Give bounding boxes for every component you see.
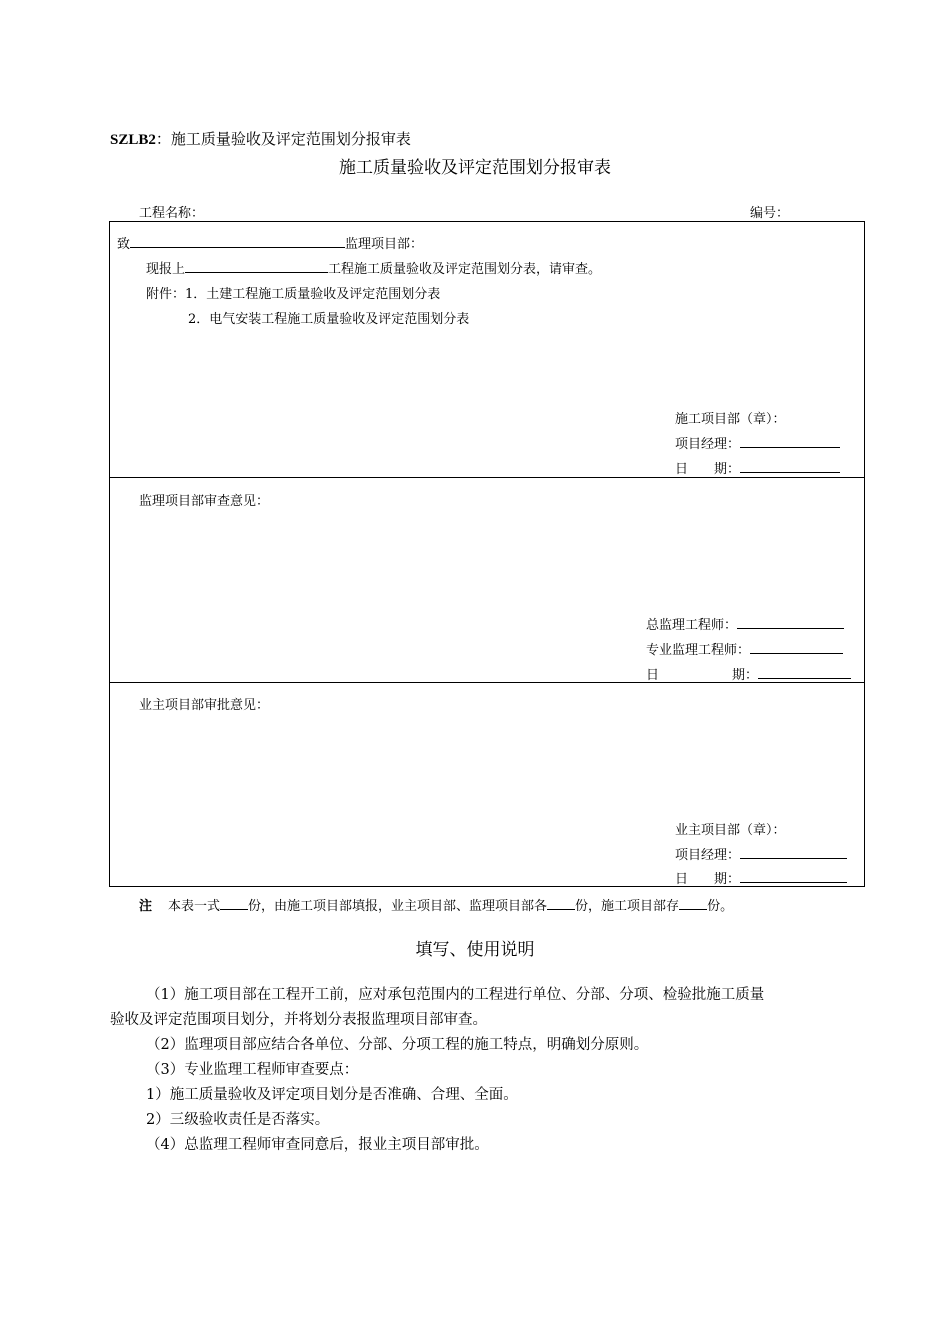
guide-item-3-1: 1）施工质量验收及评定项目划分是否准确、合理、全面。: [146, 1087, 518, 1103]
note-copies-each-blank[interactable]: [547, 897, 575, 910]
chief-engineer-blank[interactable]: [737, 616, 844, 629]
form-code: [110, 128, 411, 149]
construction-manager-blank[interactable]: [740, 435, 840, 448]
construction-manager-label: 项目经理：: [675, 437, 741, 452]
report-line: [146, 258, 601, 277]
project-name-label: 工程名称：: [139, 206, 205, 221]
supervision-opinion-label: 监理项目部审查意见：: [139, 494, 270, 509]
addressee-suffix: 监理项目部：: [345, 237, 424, 252]
attachment-2: 2．电气安装工程施工质量验收及评定范围划分表: [188, 312, 470, 327]
note-copies-kept-blank[interactable]: [679, 897, 707, 910]
note-part-3: 份，施工项目部存: [575, 899, 680, 914]
chief-engineer-label: 总监理工程师：: [646, 618, 738, 633]
note-line: [139, 895, 733, 914]
guide-item-1a: （1）施工项目部在工程开工前，应对承包范围内的工程进行单位、分部、分项、检验批施工质量: [146, 987, 765, 1003]
guide-title: 填写、使用说明: [415, 940, 535, 960]
construction-date-blank[interactable]: [740, 460, 840, 473]
report-project-blank[interactable]: [185, 260, 328, 273]
addressee-line: [117, 233, 423, 252]
supervision-date-left: 日: [646, 668, 660, 683]
attachments-label: 附件：: [146, 287, 186, 302]
attachments-line: [146, 283, 440, 302]
specialist-engineer-line: [646, 639, 843, 658]
guide-item-2: （2）监理项目部应结合各单位、分部、分项工程的施工特点，明确划分原则。: [146, 1037, 649, 1053]
owner-manager-blank[interactable]: [740, 846, 847, 859]
note-label: 注: [139, 899, 153, 914]
supervision-date-line: [732, 664, 851, 683]
form-code-title: ：施工质量验收及评定范围划分报审表: [155, 130, 411, 148]
owner-date-blank[interactable]: [740, 870, 847, 883]
owner-date-line: [675, 868, 847, 887]
chief-engineer-line: [646, 614, 844, 633]
supervision-date-label: 期：: [732, 668, 759, 683]
specialist-engineer-blank[interactable]: [750, 641, 843, 654]
section-divider-1: [109, 477, 865, 478]
construction-manager-line: [675, 433, 840, 452]
construction-date-label: 日 期：: [675, 462, 741, 477]
note-part-4: 份。: [707, 899, 734, 914]
construction-date-line: [675, 458, 840, 477]
report-suffix: 工程施工质量验收及评定范围划分表，请审查。: [328, 262, 602, 277]
number-label: 编号：: [750, 206, 790, 221]
report-prefix: 现报上: [146, 262, 186, 277]
guide-item-3: （3）专业监理工程师审查要点：: [146, 1062, 359, 1078]
addressee-blank[interactable]: [130, 235, 345, 248]
specialist-engineer-label: 专业监理工程师：: [646, 643, 751, 658]
owner-dept-seal: 业主项目部（章）：: [675, 823, 786, 838]
owner-opinion-label: 业主项目部审批意见：: [139, 698, 270, 713]
guide-item-4: （4）总监理工程师审查同意后，报业主项目部审批。: [146, 1137, 489, 1153]
owner-manager-line: [675, 844, 847, 863]
form-code-id: SZLB2: [110, 132, 156, 148]
note-copies-total-blank[interactable]: [220, 897, 248, 910]
owner-date-label: 日 期：: [675, 872, 741, 887]
page-title: 施工质量验收及评定范围划分报审表: [339, 158, 611, 178]
note-part-2: 份，由施工项目部填报，业主项目部、监理项目部各: [248, 899, 548, 914]
attachment-1: 1．土建工程施工质量验收及评定范围划分表: [185, 287, 441, 302]
owner-manager-label: 项目经理：: [675, 848, 741, 863]
note-part-1: 本表一式: [168, 899, 221, 914]
guide-item-3-2: 2）三级验收责任是否落实。: [146, 1112, 330, 1128]
guide-item-1b: 验收及评定范围项目划分，并将划分表报监理项目部审查。: [110, 1012, 487, 1028]
construction-dept-seal: 施工项目部（章）：: [675, 412, 786, 427]
supervision-date-blank[interactable]: [758, 666, 851, 679]
addressee-prefix: 致: [117, 237, 131, 252]
